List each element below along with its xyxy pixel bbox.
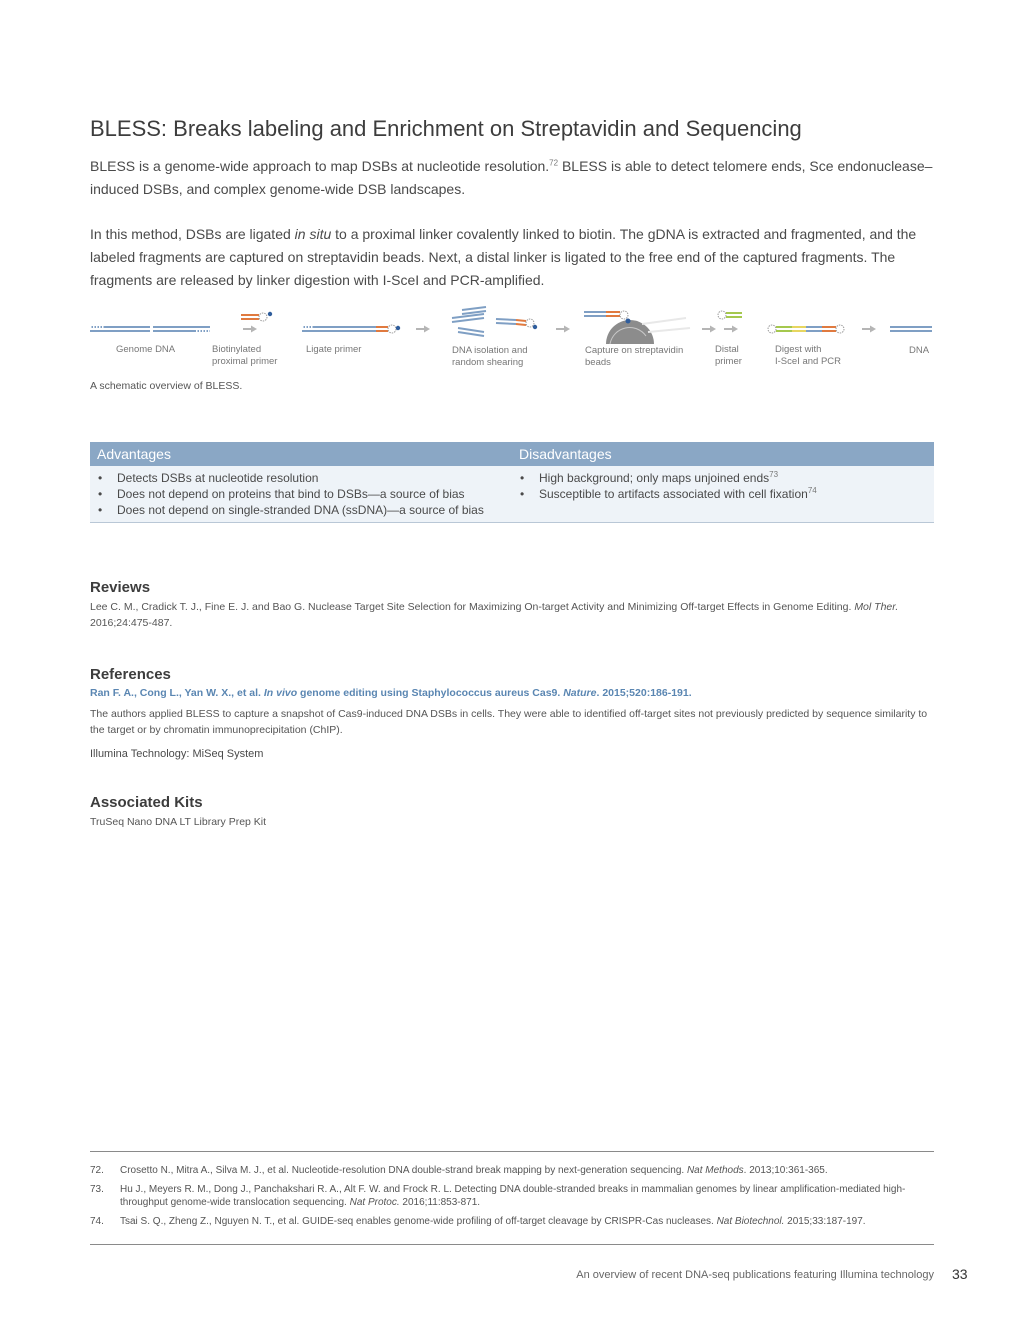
page-title: BLESS: Breaks labeling and Enrichment on Streptavidin and Sequencing	[90, 116, 802, 141]
step-label-dna: DNA	[909, 345, 930, 356]
genome-dna-icon	[90, 327, 210, 331]
ligate-primer-icon	[302, 325, 430, 333]
dna-result-icon	[890, 327, 932, 331]
disadvantages-header: Disadvantages	[519, 446, 612, 462]
reviews-heading: Reviews	[90, 579, 151, 596]
biotinylated-primer-icon	[241, 312, 272, 333]
citation-72: 72	[549, 158, 559, 168]
list-item: • Does not depend on single-stranded DNA (ssDNA)—a source of bias	[98, 502, 487, 518]
step-label-genome-dna: Genome DNA	[116, 344, 176, 355]
list-item: • High background; only maps unjoined ends$^{73}$	[520, 470, 934, 486]
table-body	[90, 466, 934, 523]
method-text: In this method, DSBs are ligated	[90, 226, 295, 242]
review-citation: Lee C. M., Cradick T. J., Fine E. J. and Bao G. Nuclease Target Site Selection for Maximizing On-target Activity and Minimizing Off-target Effects in Genome Editing. Mol Ther. 2016;24:475-487.	[90, 601, 899, 629]
page-number: 33	[952, 1266, 968, 1282]
footnotes-rule-bottom	[90, 1244, 934, 1245]
dna-shearing-icon	[452, 307, 570, 336]
method-paragraph	[90, 223, 940, 292]
kits-heading: Associated Kits	[90, 794, 203, 811]
footer-text: An overview of recent DNA-seq publications featuring Illumina technology	[576, 1269, 934, 1281]
illumina-technology: Illumina Technology: MiSeq System	[90, 748, 264, 760]
list-item: • Detects DSBs at nucleotide resolution	[98, 470, 512, 486]
pros-cons-table	[90, 442, 934, 523]
list-item: • Does not depend on proteins that bind to DSBs—a source of bias	[98, 486, 512, 502]
reference-link[interactable]: Ran F. A., Cong L., Yan W. X., et al. In vivo genome editing using Staphylococcus aureus Cas9. Nature. 2015;520:186-191.	[90, 687, 692, 699]
kit-item: TruSeq Nano DNA LT Library Prep Kit	[90, 816, 267, 828]
footnote-72: 72. Crosetto N., Mitra A., Silva M. J., et al. Nucleotide-resolution DNA double-strand break mapping by next-generation sequencing. Nat Methods. 2013;10:361-365.	[90, 1165, 828, 1176]
step-label-shearing: DNA isolation and random shearing	[452, 345, 528, 368]
intro-text: BLESS is a genome-wide approach to map DSBs at nucleotide resolution.	[90, 158, 550, 174]
method-italic: in situ	[294, 226, 332, 242]
figure-caption: A schematic overview of BLESS.	[90, 380, 243, 392]
reference-summary: The authors applied BLESS to capture a snapshot of Cas9-induced DNA DSBs in cells. They were able to identified off-target sites not previously predicted by sequence similarity to the target or by chromatin immunoprecipitation (ChIP).	[90, 708, 928, 736]
step-label-ligate: Ligate primer	[306, 344, 362, 355]
digest-pcr-icon	[768, 325, 876, 333]
list-item: • Susceptible to artifacts associated with cell fixation$^{74}$	[520, 486, 934, 502]
footnote-74: 74. Tsai S. Q., Zheng Z., Nguyen N. T., et al. GUIDE-seq enables genome-wide profiling of off-target cleavage by CRISPR-Cas nucleases. Nat Biotechnol. 2015;33:187-197.	[90, 1216, 866, 1227]
references-heading: References	[90, 666, 171, 683]
footnote-73: 73. Hu J., Meyers R. M., Dong J., Panchakshari R. A., Alt F. W. and Frock R. L. Detecting DNA double-stranded breaks in mammalian genomes by linear amplification-mediated high-throughput genome-wide translocation sequencing. Nat Protoc. 2016;11:853-871.	[90, 1184, 906, 1208]
bless-schematic	[86, 306, 946, 376]
intro-paragraph	[90, 155, 940, 201]
step-label-biotinylated: Biotinylated proximal primer	[212, 344, 278, 367]
method-text-cont: to a proximal linker covalently linked to biotin. The gDNA is extracted and fragmented, and the labeled fragments are captured on streptavidin beads. Next, a distal linker is ligated to the free end of the captured fragments. The fragments are released by linker digestion with I-SceI and PCR-amplified.	[90, 226, 917, 288]
step-label-capture: Capture on streptavidin beads	[585, 345, 684, 368]
streptavidin-bead-icon	[584, 311, 716, 344]
schematic-illustration	[86, 306, 946, 344]
table-header	[90, 442, 934, 466]
footnotes-rule-top	[90, 1151, 934, 1152]
advantages-header: Advantages	[97, 446, 171, 462]
step-label-distal: Distal primer	[715, 344, 742, 367]
advantages-list	[90, 470, 512, 518]
step-label-digest: Digest with I-SceI and PCR	[775, 344, 841, 367]
distal-primer-icon	[718, 311, 742, 333]
disadvantages-list	[512, 470, 934, 502]
intro-text-cont: BLESS is able to detect telomere ends, Sce endonuclease–induced DSBs, and complex genome-wide DSB landscapes.	[90, 158, 933, 197]
